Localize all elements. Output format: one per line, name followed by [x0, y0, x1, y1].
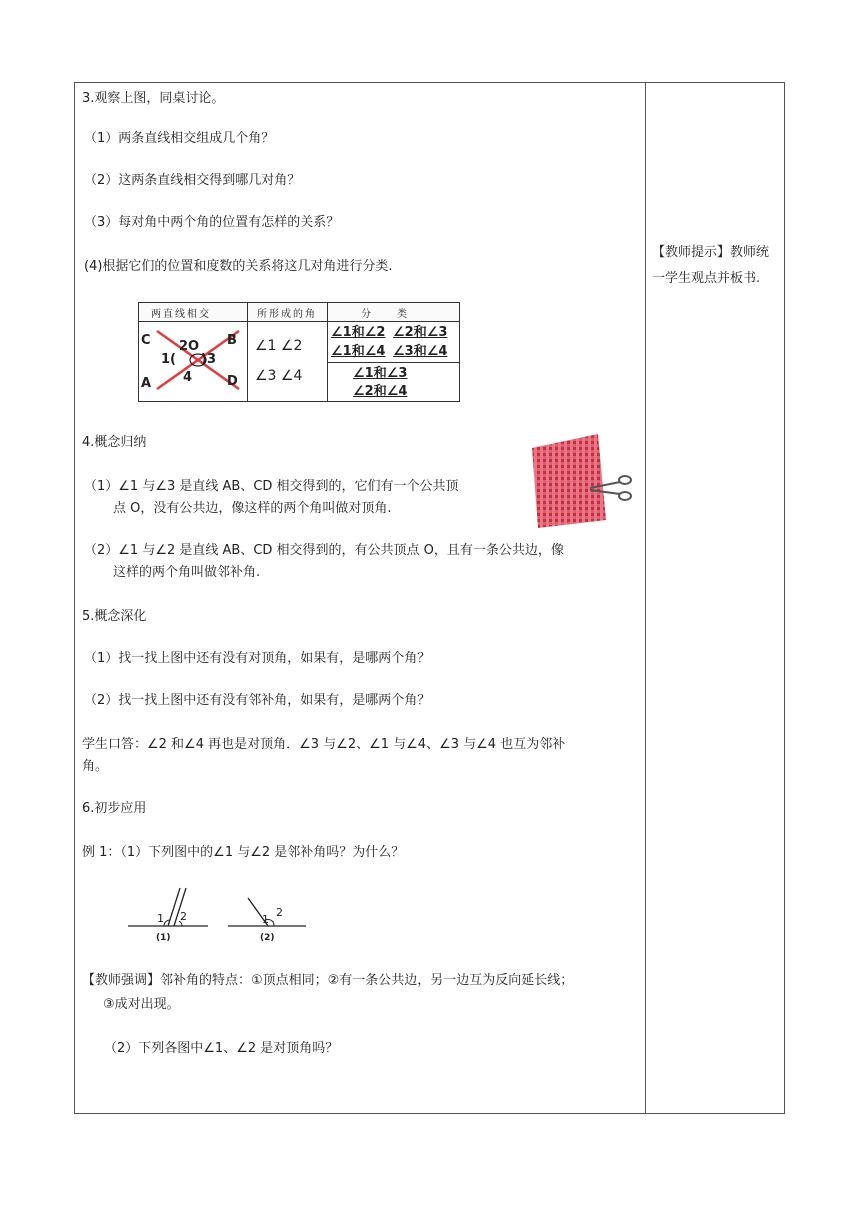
header-intersecting-lines: 两直线相交: [151, 309, 211, 320]
fig2-caption: (2): [260, 933, 275, 943]
point-d-label: D: [227, 374, 238, 389]
center-label: 2O: [179, 339, 200, 354]
deepen-question-2: （2）找一找上图中还有没有邻补角，如果有，是哪两个角？: [84, 693, 431, 708]
fig1-angle-2: 2: [180, 910, 187, 923]
fig1-angle-1: 1: [157, 912, 164, 925]
question-1: （1）两条直线相交组成几个角？: [84, 131, 275, 146]
angle-3-label: )3: [201, 352, 216, 367]
column-divider: [645, 82, 646, 1114]
teacher-emphasis-line2: ③成对出现。: [103, 997, 180, 1012]
example-1-question: 例 1：（1）下列图中的∠1 与∠2 是邻补角吗？为什么？: [82, 845, 405, 860]
section-3-title: 3.观察上图，同桌讨论。: [82, 91, 225, 106]
section-6-title: 6.初步应用: [82, 801, 147, 816]
concept-p2-line1: （2）∠1 与∠2 是直线 AB、CD 相交得到的，有公共顶点 O，且有一条公共边，像: [84, 543, 564, 558]
question-2: （2）这两条直线相交得到哪几对角？: [84, 173, 301, 188]
section-4-title: 4.概念归纳: [82, 435, 147, 450]
concept-p1-line1: （1）∠1 与∠3 是直线 AB、CD 相交得到的，它们有一个公共顶: [84, 479, 459, 494]
fig2-angle-2: 2: [276, 906, 283, 919]
question-4: (4)根据它们的位置和度数的关系将这几对角进行分类.: [84, 259, 393, 274]
student-answer-line2: 角。: [82, 759, 109, 774]
angle-classification-table: [138, 302, 460, 402]
point-b-label: B: [227, 333, 237, 348]
section-5-title: 5.概念深化: [82, 609, 147, 624]
class-pair-2-4: ∠2和∠4: [353, 384, 408, 399]
student-answer-line1: 学生口答：∠2 和∠4 再也是对顶角．∠3 与∠2、∠1 与∠4、∠3 与∠4 也互为邻补: [82, 737, 566, 752]
angle-1-label: 1(: [161, 352, 176, 367]
fig1-caption: (1): [156, 933, 171, 943]
class-pair-3-4: ∠3和∠4: [393, 344, 448, 359]
teacher-emphasis-line1: 【教师强调】邻补角的特点：①顶点相同；②有一条公共边，另一边互为反向延长线；: [82, 973, 574, 988]
class-pair-1-2: ∠1和∠2: [331, 325, 386, 340]
table-header: [139, 303, 459, 322]
class-pair-1-4: ∠1和∠4: [331, 344, 386, 359]
class-pair-1-3: ∠1和∠3: [353, 366, 408, 381]
point-c-label: C: [141, 333, 151, 348]
angles-row-1: ∠1 ∠2: [255, 338, 303, 354]
deepen-question-1: （1）找一找上图中还有没有对顶角，如果有，是哪两个角？: [84, 651, 431, 666]
concept-p2-line2: 这样的两个角叫做邻补角.: [113, 565, 261, 580]
fig2-angle-1: 1: [262, 913, 269, 926]
lesson-table-frame: [74, 82, 785, 1114]
header-formed-angles: 所形成的角: [257, 309, 317, 320]
class-pair-2-3: ∠2和∠3: [393, 325, 448, 340]
point-a-label: A: [141, 376, 152, 391]
fabric-scissors-image: [528, 432, 636, 530]
question-3: （3）每对角中两个角的位置有怎样的关系？: [84, 215, 340, 230]
teacher-hint-note: 【教师提示】教师统一学生观点并板书.: [652, 245, 770, 286]
concept-p1-line2: 点 O，没有公共边，像这样的两个角叫做对顶角.: [113, 501, 392, 516]
header-classification: 分 类: [361, 309, 409, 320]
angle-4-label: 4: [183, 370, 193, 385]
example-2-question: （2）下列各图中∠1、∠2 是对顶角吗？: [104, 1041, 339, 1056]
angles-row-2: ∠3 ∠4: [255, 368, 303, 384]
